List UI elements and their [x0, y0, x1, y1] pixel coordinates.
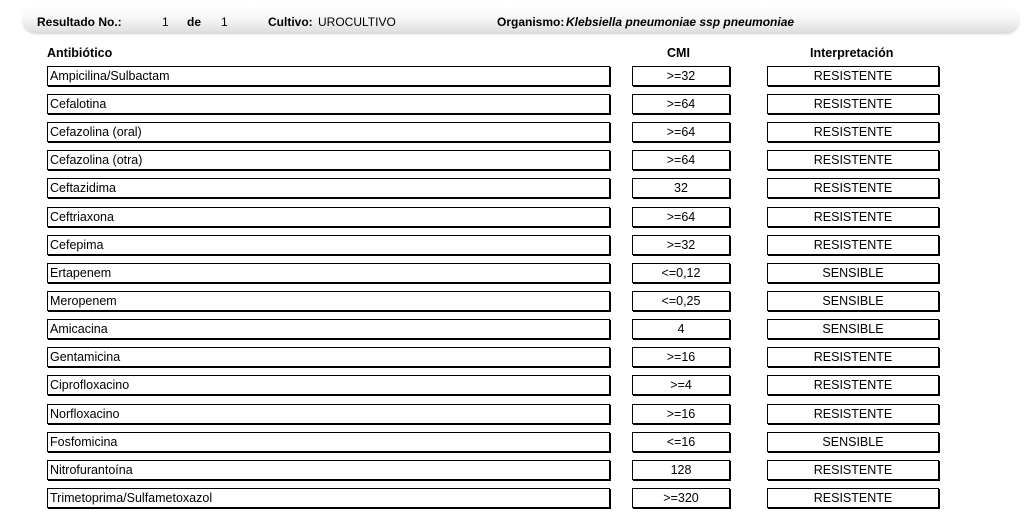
antibiotic-name: Cefepima	[47, 235, 610, 255]
cmi-value: <=0,12	[632, 263, 730, 283]
antibiotic-name: Ceftazidima	[47, 178, 610, 198]
antibiotic-name: Trimetoprima/Sulfametoxazol	[47, 488, 610, 508]
table-row	[0, 319, 1027, 347]
column-header-interpretacion: Interpretación	[810, 46, 894, 60]
cmi-value: <=16	[632, 432, 730, 452]
interpretation-value: SENSIBLE	[767, 432, 939, 452]
table-row	[0, 347, 1027, 375]
cmi-value: <=0,25	[632, 291, 730, 311]
antibiotic-name: Norfloxacino	[47, 404, 610, 424]
interpretation-value: SENSIBLE	[767, 263, 939, 283]
table-row	[0, 94, 1027, 122]
table-row	[0, 122, 1027, 150]
table-row	[0, 66, 1027, 94]
cmi-value: >=64	[632, 207, 730, 227]
table-row	[0, 404, 1027, 432]
interpretation-value: RESISTENTE	[767, 460, 939, 480]
antibiotic-name: Nitrofurantoína	[47, 460, 610, 480]
interpretation-value: RESISTENTE	[767, 235, 939, 255]
table-row	[0, 375, 1027, 403]
antibiotic-name: Gentamicina	[47, 347, 610, 367]
table-row	[0, 432, 1027, 460]
antibiotic-name: Ertapenem	[47, 263, 610, 283]
interpretation-value: SENSIBLE	[767, 291, 939, 311]
antibiotic-name: Cefazolina (otra)	[47, 150, 610, 170]
antibiotic-name: Cefazolina (oral)	[47, 122, 610, 142]
cultivo-value: UROCULTIVO	[318, 15, 396, 29]
cmi-value: 4	[632, 319, 730, 339]
table-row	[0, 291, 1027, 319]
interpretation-value: RESISTENTE	[767, 347, 939, 367]
antibiotic-name: Ceftriaxona	[47, 207, 610, 227]
table-row	[0, 178, 1027, 206]
cmi-value: 32	[632, 178, 730, 198]
table-row	[0, 207, 1027, 235]
table-row	[0, 460, 1027, 488]
cmi-value: >=4	[632, 375, 730, 395]
antibiotic-name: Cefalotina	[47, 94, 610, 114]
cmi-value: >=64	[632, 122, 730, 142]
interpretation-value: RESISTENTE	[767, 207, 939, 227]
cmi-value: >=32	[632, 66, 730, 86]
antibiotic-name: Amicacina	[47, 319, 610, 339]
table-row	[0, 488, 1027, 516]
interpretation-value: RESISTENTE	[767, 488, 939, 508]
table-row	[0, 150, 1027, 178]
interpretation-value: RESISTENTE	[767, 94, 939, 114]
antibiotic-name: Ampicilina/Sulbactam	[47, 66, 610, 86]
table-row	[0, 235, 1027, 263]
cmi-value: >=64	[632, 94, 730, 114]
cmi-value: >=16	[632, 404, 730, 424]
interpretation-value: SENSIBLE	[767, 319, 939, 339]
interpretation-value: RESISTENTE	[767, 66, 939, 86]
resultado-label: Resultado No.:	[37, 15, 122, 29]
interpretation-value: RESISTENTE	[767, 375, 939, 395]
interpretation-value: RESISTENTE	[767, 178, 939, 198]
interpretation-value: RESISTENTE	[767, 122, 939, 142]
cmi-value: >=16	[632, 347, 730, 367]
antibiotic-name: Ciprofloxacino	[47, 375, 610, 395]
interpretation-value: RESISTENTE	[767, 150, 939, 170]
cmi-value: >=320	[632, 488, 730, 508]
organismo-value: Klebsiella pneumoniae ssp pneumoniae	[566, 15, 795, 29]
resultado-value: 1	[162, 15, 169, 29]
cmi-value: >=32	[632, 235, 730, 255]
table-row	[0, 263, 1027, 291]
column-header-cmi: CMI	[667, 46, 690, 60]
cmi-value: >=64	[632, 150, 730, 170]
de-label: de	[187, 15, 202, 29]
cmi-value: 128	[632, 460, 730, 480]
antibiotic-name: Fosfomicina	[47, 432, 610, 452]
column-header-antibiotico: Antibiótico	[47, 46, 113, 60]
antibiotic-name: Meropenem	[47, 291, 610, 311]
organismo-label: Organismo:	[497, 15, 565, 29]
de-value: 1	[221, 15, 228, 29]
interpretation-value: RESISTENTE	[767, 404, 939, 424]
cultivo-label: Cultivo:	[268, 15, 313, 29]
